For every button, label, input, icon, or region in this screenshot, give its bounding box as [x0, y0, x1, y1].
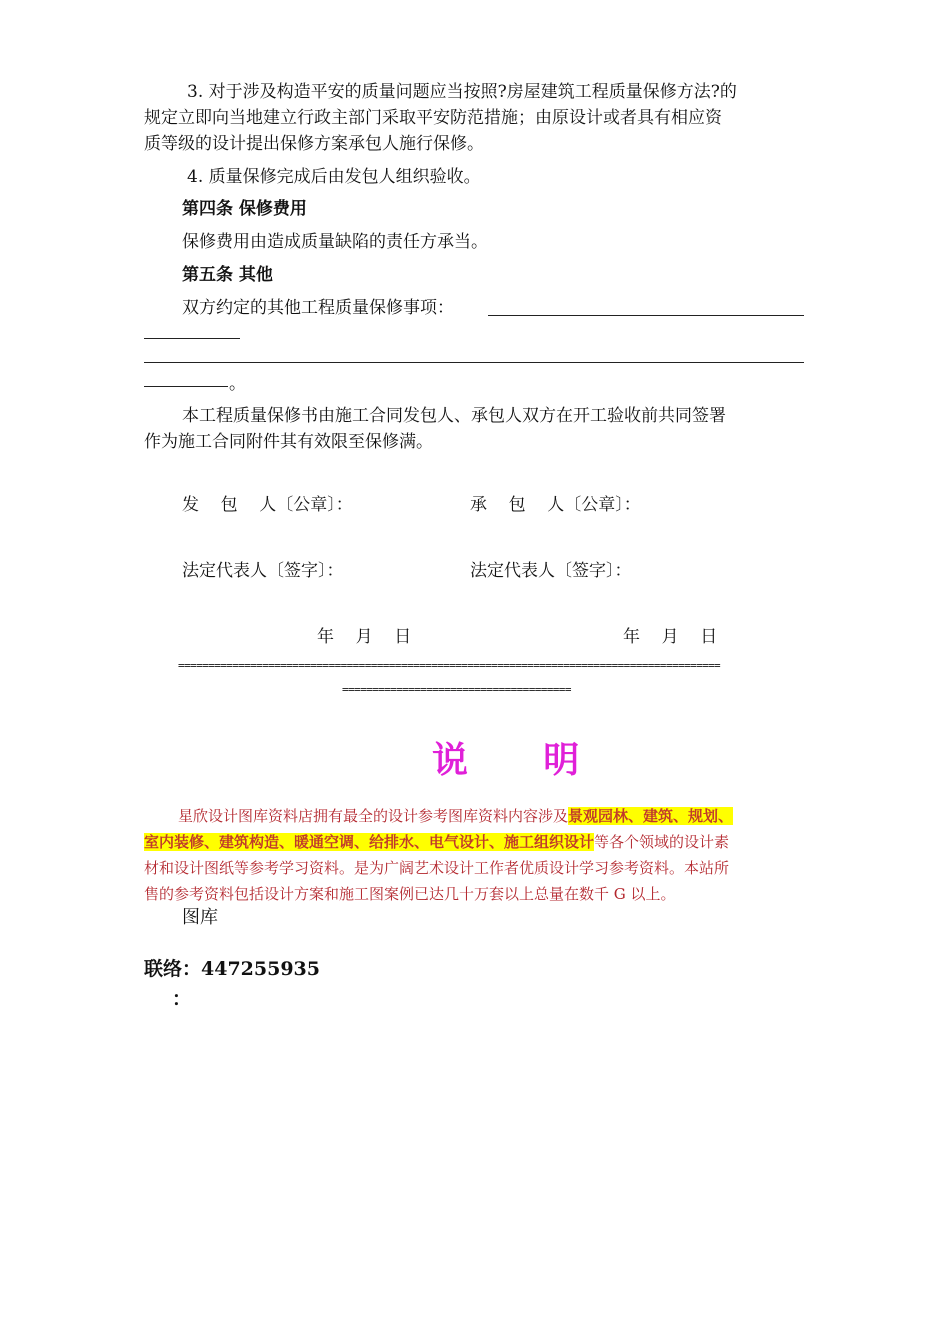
contractor-seal: 承 包 人〔公章〕：	[470, 495, 641, 515]
fill-line-4	[144, 386, 228, 387]
notice-line-2	[144, 829, 729, 855]
article-4-text: 保修费用由造成质量缺陷的责任方承当。	[182, 232, 488, 252]
notice-line-3: 材和设计图纸等参考学习资料。是为广阔艺术设计工作者优质设计学习参考资料。本站所	[144, 859, 730, 877]
fill-line-2	[144, 338, 240, 339]
notice-line-4: 售的参考资料包括设计方案和施工图案例已达几十万套以上总量在数千 G 以上。	[144, 885, 676, 903]
employer-seal: 发 包 人〔公章〕：	[182, 495, 353, 515]
article-5-text: 双方约定的其他工程质量保修事项：	[182, 298, 454, 318]
contact-value: 447255935	[201, 958, 320, 980]
contact	[144, 954, 320, 981]
fill-line-3	[144, 362, 804, 363]
contractor-representative: 法定代表人〔签字〕：	[470, 561, 632, 581]
closing-line-1: 本工程质量保修书由施工合同发包人、承包人双方在开工验收前共同签署	[182, 406, 726, 426]
separator-line-2: ======================================	[342, 683, 571, 696]
notice-highlight-2: 室内装修、建筑构造、暖通空调、给排水、电气设计、施工组织设计	[144, 833, 595, 851]
notice-line-1	[178, 803, 733, 829]
closing-line-2: 作为施工合同附件其有效限至保修满。	[144, 432, 433, 452]
item-4: 4. 质量保修完成后由发包人组织验收。	[187, 167, 481, 187]
date-right: 年 月 日	[623, 627, 718, 647]
item-3-line-1: 3. 对于涉及构造平安的质量问题应当按照?房屋建筑工程质量保修方法?的	[187, 82, 737, 102]
item-3-line-2: 规定立即向当地建立行政主部门采取平安防范措施；由原设计或者具有相应资	[144, 108, 722, 128]
date-left: 年 月 日	[317, 627, 412, 647]
contact-label: 联络：	[144, 958, 202, 980]
notice-line-2-text: 等各个领域的设计素	[594, 833, 730, 851]
article-5-heading: 第五条 其他	[182, 265, 273, 285]
employer-representative: 法定代表人〔签字〕：	[182, 561, 344, 581]
fill-line-1	[488, 315, 804, 316]
gallery-label: 图库	[182, 907, 218, 928]
item-3-line-3: 质等级的设计提出保修方案承包人施行保修。	[144, 134, 484, 154]
trailing-colon: ：	[172, 988, 192, 1010]
separator-line-1: ==========================================================================================	[178, 659, 721, 672]
end-period: 。	[229, 374, 246, 394]
notice-highlight-1: 景观园林、建筑、规划、	[568, 807, 734, 825]
article-4-heading: 第四条 保修费用	[182, 199, 307, 219]
notice-line-1-text: 星欣设计图库资料店拥有最全的设计参考图库资料内容涉及	[178, 807, 569, 825]
notice-title: 说 明	[432, 740, 580, 781]
